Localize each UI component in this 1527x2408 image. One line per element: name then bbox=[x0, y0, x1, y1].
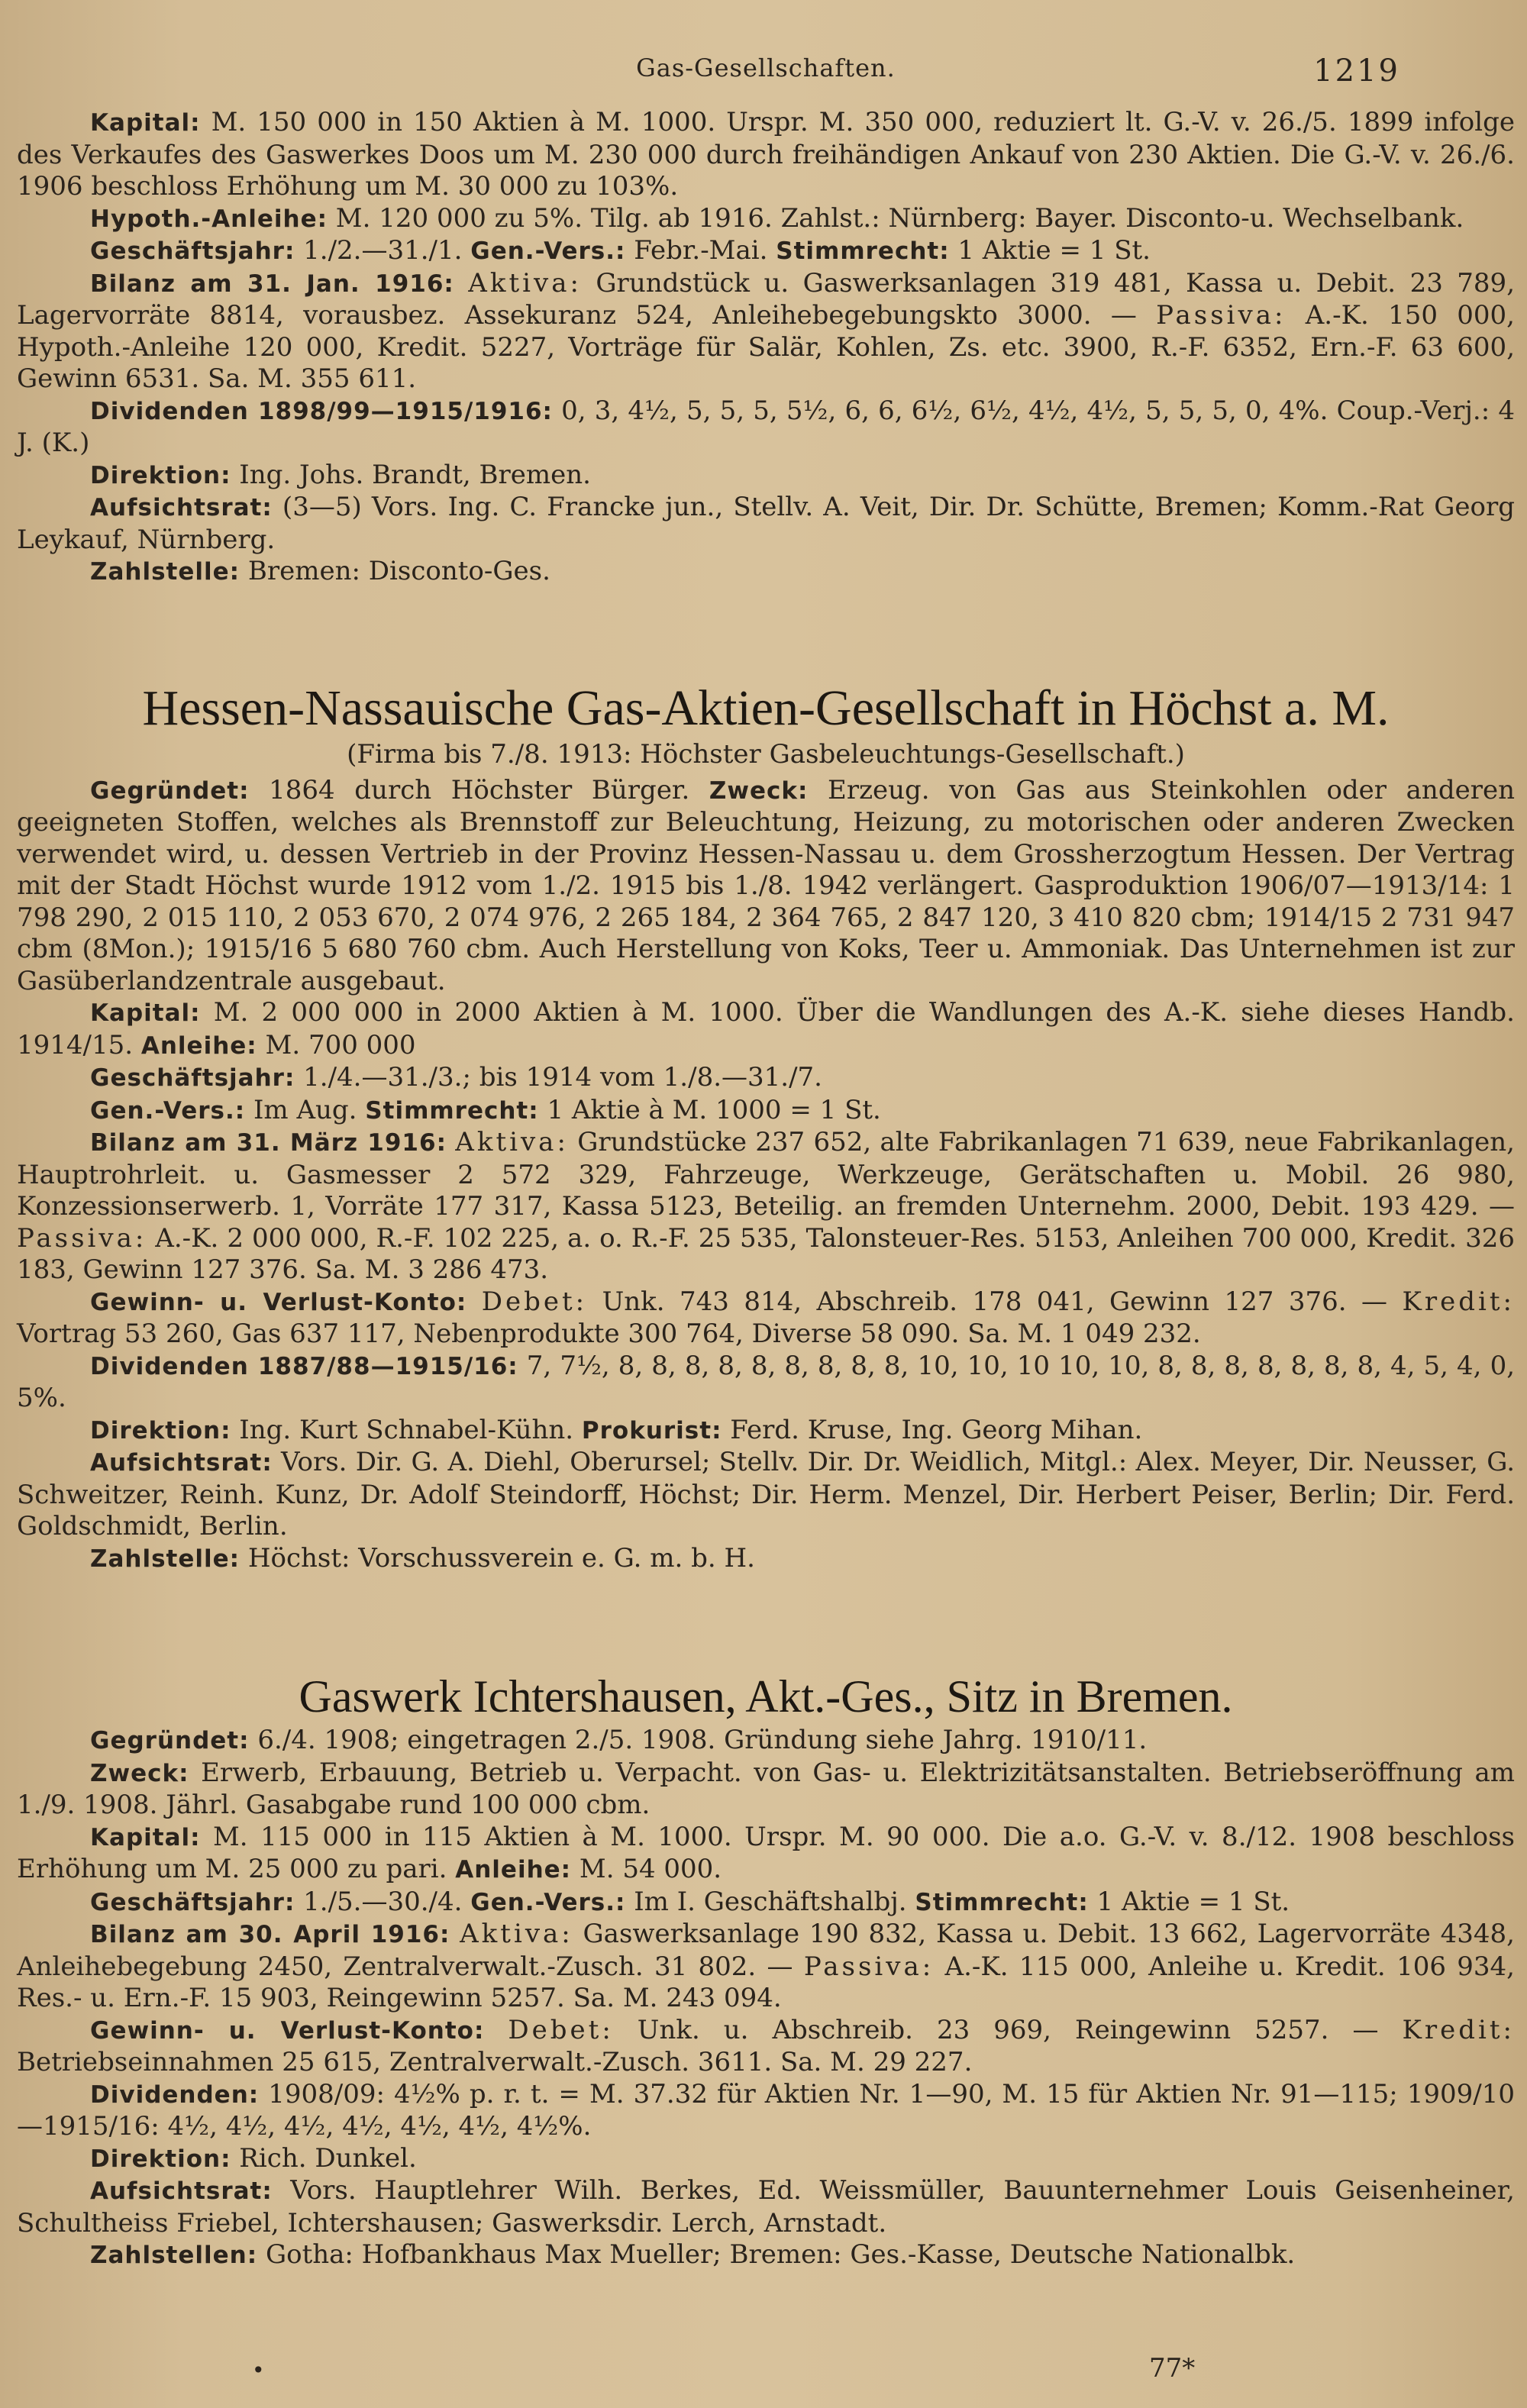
field-label: Dividenden 1887/88—1915/16: bbox=[90, 1352, 518, 1380]
field-label: Bilanz am 31. März 1916: bbox=[90, 1129, 447, 1157]
bilanz-paragraph: Bilanz am 31. Jan. 1916: Aktiva: Grundstück u. Gaswerksanlagen 319 481, Kassa u. Debit. 23 789, Lagervorräte 8814, vorausbez. Assekuranz 524, Anleihebegebungskto 3000. — Passiva: A.-K. 150 000, Hypoth.-Anleihe 120 000, Kredit. 5227, Vorträge für Salär, Kohlen, Zs. etc. 3900, R.-F. 6352, Ern.-F. 63 600, Gewinn 6531. Sa. M. 355 611. bbox=[17, 267, 1515, 394]
aufsichtsrat-paragraph: Aufsichtsrat: Vors. Dir. G. A. Diehl, Oberursel; Stellv. Dir. Dr. Weidlich, Mitgl.: Alex. Meyer, Dir. Neusser, G. Schweitzer, Reinh. Kunz, Dr. Adolf Steindorff, Höchst; Dir. Herm. Menzel, Dir. Herbert Peiser, Berlin; Dir. Ferd. Goldschmidt, Berlin. bbox=[17, 1447, 1515, 1541]
field-label: Aufsichtsrat: bbox=[90, 2177, 273, 2205]
field-label: Kapital: bbox=[90, 109, 201, 137]
field-label: Bilanz am 30. April 1916: bbox=[90, 1921, 450, 1948]
dividenden-paragraph: Dividenden 1887/88—1915/16: 7, 7½, 8, 8, 8, 8, 8, 8, 8, 8, 8, 10, 10, 10 10, 10, 8, 8, 8, 8, 8, 8, 8, 4, 5, 4, 0, 5%. bbox=[17, 1350, 1516, 1413]
page-number: 1219 bbox=[1313, 53, 1400, 89]
field-label: Direktion: bbox=[90, 1416, 231, 1444]
zahlstelle-paragraph: Zahlstelle: Bremen: Disconto-Ges. bbox=[90, 556, 550, 586]
kapital-paragraph: Kapital: M. 150 000 in 150 Aktien à M. 1000. Urspr. M. 350 000, reduziert lt. G.-V. v. 26./5. 1899 infolge des Verkaufes des Gaswerkes Doos um M. 230 000 durch freihändigen Ankauf von 230 Aktien. Die G.-V. v. 26./6. 1906 beschloss Erhöhung um M. 30 000 zu 103%. bbox=[17, 107, 1515, 202]
field-label: Geschäftsjahr: bbox=[90, 1888, 295, 1916]
field-label: Hypoth.-Anleihe: bbox=[90, 205, 328, 233]
bilanz-paragraph: Bilanz am 31. März 1916: Aktiva: Grundstücke 237 652, alte Fabrikanlagen 71 639, neue Fabrikanlagen, Hauptrohrleit. u. Gasmesser 2 572 329, Fahrzeuge, Werkzeuge, Gerätschaften u. Mobil. 26 980, Konzessionserwerb. 1, Vorräte 177 317, Kassa 5123, Beteilig. an fremden Unternehm. 2000, Debit. 193 429. — Passiva: A.-K. 2 000 000, R.-F. 102 225, a. o. R.-F. 25 535, Talonsteuer-Res. 5153, Anleihen 700 000, Kredit. 326 183, Gewinn 127 376. Sa. M. 3 286 473. bbox=[17, 1127, 1515, 1285]
field-label: Gen.-Vers.: bbox=[90, 1096, 246, 1125]
geschaeftsjahr-paragraph: Geschäftsjahr: 1./4.—31./3.; bis 1914 vom 1./8.—31./7. bbox=[90, 1062, 822, 1093]
field-label: Dividenden 1898/99—1915/1916: bbox=[90, 397, 553, 425]
field-label: Aufsichtsrat: bbox=[90, 1449, 273, 1477]
running-head-title: Gas-Gesellschaften. bbox=[636, 53, 896, 82]
kapital-paragraph: Kapital: M. 115 000 in 115 Aktien à M. 1000. Urspr. M. 90 000. Die a.o. G.-V. v. 8./12. 1908 beschloss Erhöhung um M. 25 000 zu pari. Anleihe: M. 54 000. bbox=[17, 1821, 1515, 1884]
section-gap bbox=[17, 589, 1515, 679]
zahlstelle-paragraph: Zahlstelle: Höchst: Vorschussverein e. G. m. b. H. bbox=[90, 1542, 755, 1574]
section-gap bbox=[17, 1575, 1515, 1668]
gegruendet-paragraph: Gegründet: 6./4. 1908; eingetragen 2./5. 1908. Gründung siehe Jahrg. 1910/11. bbox=[90, 1725, 1148, 1755]
field-label: Aufsichtsrat: bbox=[90, 494, 273, 521]
field-label: Stimmrecht: bbox=[776, 237, 950, 265]
aufsichtsrat-paragraph: Aufsichtsrat: Vors. Hauptlehrer Wilh. Berkes, Ed. Weissmüller, Bauunternehmer Louis Geisenheiner, Schultheiss Friebel, Ichtershausen; Gaswerksdir. Lerch, Arnstadt. bbox=[17, 2175, 1515, 2239]
hypoth-paragraph: Hypoth.-Anleihe: M. 120 000 zu 5%. Tilg. ab 1916. Zahlst.: Nürnberg: Bayer. Disconto-u. Wechselbank. bbox=[90, 202, 1464, 234]
direktion-paragraph: Direktion: Ing. Kurt Schnabel-Kühn. Prokurist: Ferd. Kruse, Ing. Georg Mihan. bbox=[90, 1414, 1143, 1445]
field-label: Gen.-Vers.: bbox=[470, 237, 626, 265]
company-title: Gaswerk Ichtershausen, Akt.-Ges., Sitz in Bremen. bbox=[299, 1671, 1233, 1722]
field-label: Zahlstellen: bbox=[90, 2242, 258, 2269]
field-label: Direktion: bbox=[90, 2145, 231, 2173]
company-subtitle: (Firma bis 7./8. 1913: Höchster Gasbeleuchtungs-Gesellschaft.) bbox=[347, 738, 1185, 770]
bilanz-paragraph: Bilanz am 30. April 1916: Aktiva: Gaswerksanlage 190 832, Kassa u. Debit. 13 662, Lagervorräte 4348, Anleihebegebung 2450, Zentralverwalt.-Zusch. 31 802. — Passiva: A.-K. 115 000, Anleihe u. Kredit. 106 934, Res.- u. Ern.-F. 15 903, Reingewinn 5257. Sa. M. 243 094. bbox=[17, 1919, 1515, 2013]
genvers-paragraph: Gen.-Vers.: Im Aug. Stimmrecht: 1 Aktie à M. 1000 = 1 St. bbox=[90, 1094, 881, 1125]
field-label: Dividenden: bbox=[90, 2080, 260, 2109]
company-title: Hessen-Nassauische Gas-Aktien-Gesellschaft in Höchst a. M. bbox=[142, 679, 1390, 736]
zahlstellen-paragraph: Zahlstellen: Gotha: Hofbankhaus Max Mueller; Bremen: Ges.-Kasse, Deutsche Nationalbk. bbox=[90, 2239, 1296, 2270]
guv-paragraph: Gewinn- u. Verlust-Konto: Debet: Unk. 743 814, Abschreib. 178 041, Gewinn 127 376. — Kredit: Vortrag 53 260, Gas 637 117, Nebenprodukte 300 764, Diverse 58 090. Sa. M. 1 049 232. bbox=[17, 1286, 1515, 1349]
field-label: Zweck: bbox=[90, 1759, 189, 1787]
field-label: Anleihe: bbox=[140, 1031, 257, 1060]
field-label: Kapital: bbox=[90, 1823, 201, 1851]
company-entry-continued bbox=[17, 107, 1515, 589]
gegruendet-paragraph: Gegründet: 1864 durch Höchster Bürger. Zweck: Erzeug. von Gas aus Steinkohlen oder anderen geeigneten Stoffen, welches als Brennstoff zur Beleuchtung, Heizung, zu motorischen oder anderen Zwecken verwendet wird, u. dessen Vertrieb in der Provinz Hessen-Nassau u. dem Grossherzogtum Hessen. Der Vertrag mit der Stadt Höchst wurde 1912 vom 1./2. 1915 bis 1./8. 1942 verlängert. Gasproduktion 1906/07—1913/14: 1 798 290, 2 015 110, 2 053 670, 2 074 976, 2 265 184, 2 364 765, 2 847 120, 3 410 820 cbm; 1914/15 2 731 947 cbm (8Mon.); 1915/16 5 680 760 cbm. Auch Herstellung von Koks, Teer u. Ammoniak. Das Unternehmen ist zur Gasüberlandzentrale ausgebaut. bbox=[17, 774, 1515, 996]
running-head bbox=[17, 53, 1515, 107]
dividenden-paragraph: Dividenden: 1908/09: 4½% p. r. t. = M. 37.32 für Aktien Nr. 1—90, M. 15 für Aktien Nr. 91—115; 1909/10—1915/16: 4½, 4½, 4½, 4½, 4½, 4½, 4½%. bbox=[17, 2078, 1515, 2142]
geschaeftsjahr-paragraph: Geschäftsjahr: 1./2.—31./1. Gen.-Vers.: Febr.-Mai. Stimmrecht: 1 Aktie = 1 St. bbox=[90, 235, 1151, 266]
direktion-paragraph: Direktion: Rich. Dunkel. bbox=[90, 2142, 417, 2174]
field-label: Zahlstelle: bbox=[90, 1545, 241, 1573]
field-label: Zweck: bbox=[709, 776, 809, 805]
company-entry-hessen-nassauische bbox=[17, 679, 1515, 1576]
guv-paragraph: Gewinn- u. Verlust-Konto: Debet: Unk. u. Abschreib. 23 969, Reingewinn 5257. — Kredit: Betriebseinnahmen 25 615, Zentralverwalt.-Zusch. 3611. Sa. M. 29 227. bbox=[17, 2014, 1516, 2077]
field-label: Gewinn- u. Verlust-Konto: bbox=[90, 1288, 467, 1316]
company-entry-gaswerk-ichtershausen bbox=[17, 1668, 1515, 2272]
kapital-paragraph: Kapital: M. 2 000 000 in 2000 Aktien à M. 1000. Über die Wandlungen des A.-K. siehe dieses Handb. 1914/15. Anleihe: M. 700 000 bbox=[17, 997, 1515, 1060]
field-label: Gegründet: bbox=[90, 1727, 250, 1754]
field-label: Anleihe: bbox=[455, 1856, 572, 1883]
page-footer bbox=[0, 2353, 1527, 2391]
field-label: Kapital: bbox=[90, 999, 201, 1027]
field-label: Stimmrecht: bbox=[915, 1888, 1089, 1916]
dividenden-paragraph: Dividenden 1898/99—1915/1916: 0, 3, 4½, 5, 5, 5, 5½, 6, 6, 6½, 6½, 4½, 4½, 5, 5, 5, 0, 4%. Coup.-Verj.: 4 J. (K.) bbox=[17, 395, 1515, 458]
field-label: Gegründet: bbox=[90, 776, 250, 805]
zweck-paragraph: Zweck: Erwerb, Erbauung, Betrieb u. Verpacht. von Gas- u. Elektrizitätsanstalten. Betriebseröffnung am 1./9. 1908. Jährl. Gasabgabe rund 100 000 cbm. bbox=[17, 1757, 1515, 1820]
field-label: Gewinn- u. Verlust-Konto: bbox=[90, 2016, 485, 2045]
field-label: Stimmrecht: bbox=[365, 1096, 539, 1125]
field-label: Gen.-Vers.: bbox=[470, 1888, 626, 1916]
field-label: Geschäftsjahr: bbox=[90, 1064, 295, 1092]
field-label: Bilanz am 31. Jan. 1916: bbox=[90, 270, 454, 298]
field-label: Zahlstelle: bbox=[90, 558, 241, 586]
signature-mark: 77* bbox=[1149, 2353, 1196, 2384]
field-label: Geschäftsjahr: bbox=[90, 237, 295, 265]
geschaeftsjahr-paragraph: Geschäftsjahr: 1./5.—30./4. Gen.-Vers.: Im I. Geschäftshalbj. Stimmrecht: 1 Aktie = 1 St. bbox=[90, 1886, 1290, 1917]
bullet-mark: • bbox=[252, 2358, 265, 2383]
aufsichtsrat-paragraph: Aufsichtsrat: (3—5) Vors. Ing. C. Francke jun., Stellv. A. Veit, Dir. Dr. Schütte, Bremen; Komm.-Rat Georg Leykauf, Nürnberg. bbox=[17, 492, 1515, 555]
field-label: Direktion: bbox=[90, 461, 231, 489]
field-label: Prokurist: bbox=[581, 1416, 722, 1444]
direktion-paragraph: Direktion: Ing. Johs. Brandt, Bremen. bbox=[90, 459, 591, 490]
